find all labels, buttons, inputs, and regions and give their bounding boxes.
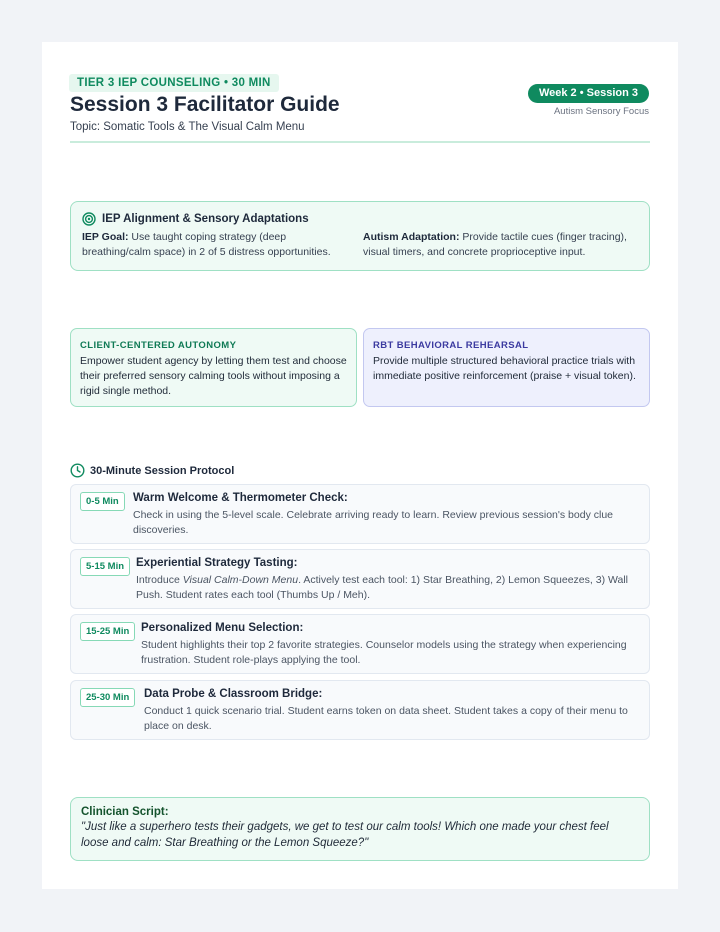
step-description-intro: Introduce — [136, 574, 183, 586]
time-badge: 0-5 Min — [80, 492, 125, 511]
step-title: Data Probe & Classroom Bridge: — [144, 688, 323, 700]
autism-adaptation-label: Autism Adaptation: — [363, 231, 460, 243]
step-description — [136, 573, 635, 603]
step-description-rest: . Actively test each tool: 1) Star Breathing, 2) Lemon Squeezes, 3) Wall Push. Student rates each tool (Thumbs Up / Meh). — [136, 574, 629, 601]
client-autonomy-card — [70, 328, 357, 407]
step-title: Warm Welcome & Thermometer Check: — [133, 492, 348, 504]
step-description: Student highlights their top 2 favorite strategies. Counselor models using the strategy when experiencing frustration. Student role-plays applying the tool. — [141, 639, 627, 666]
clock-icon — [70, 463, 85, 478]
page-title: Session 3 Facilitator Guide — [70, 93, 340, 116]
time-badge: 25-30 Min — [80, 688, 135, 707]
week-session-badge: Week 2 • Session 3 — [528, 84, 649, 103]
iep-heading: IEP Alignment & Sensory Adaptations — [102, 213, 309, 225]
session-tag: TIER 3 IEP COUNSELING • 30 MIN — [69, 74, 279, 92]
rbt-rehearsal-card — [363, 328, 650, 407]
protocol-step — [70, 680, 650, 740]
iep-goal-text: Use taught coping strategy (deep breathing/calm space) in 2 of 5 distress opportunities. — [82, 231, 331, 258]
time-badge: 5-15 Min — [80, 557, 130, 576]
protocol-heading: 30-Minute Session Protocol — [90, 465, 235, 477]
step-title: Experiential Strategy Tasting: — [136, 557, 298, 569]
iep-goal — [82, 230, 357, 260]
script-quote: "Just like a superhero tests their gadgets, we get to test our calm tools! Which one made your chest feel loose and calm: Star Breathing or the Lemon Squeeze?" — [81, 821, 609, 849]
time-badge: 15-25 Min — [80, 622, 135, 641]
topic-line: Topic: Somatic Tools & The Visual Calm Menu — [70, 121, 305, 133]
card-heading: CLIENT-CENTERED AUTONOMY — [80, 340, 237, 351]
step-title: Personalized Menu Selection: — [141, 622, 304, 634]
focus-label: Autism Sensory Focus — [553, 106, 649, 117]
script-heading: Clinician Script: — [81, 806, 169, 818]
clinician-script-box — [70, 797, 650, 861]
protocol-step — [70, 549, 650, 609]
iep-alignment-panel — [70, 201, 650, 271]
card-body: Empower student agency by letting them test and choose their preferred sensory calming tools without imposing a rigid single method. — [80, 355, 347, 397]
protocol-step — [70, 614, 650, 674]
autism-adaptation — [363, 230, 633, 260]
step-description: Check in using the 5-level scale. Celebrate arriving ready to learn. Review previous session's body clue discoveries. — [133, 509, 613, 536]
autism-adaptation-text: Provide tactile cues (finger tracing), visual timers, and concrete proprioceptive input. — [363, 231, 627, 258]
header-divider — [70, 141, 650, 143]
step-description: Conduct 1 quick scenario trial. Student earns token on data sheet. Student takes a copy of their menu to place on desk. — [144, 705, 628, 732]
target-icon — [82, 212, 96, 226]
calm-menu-term: Visual Calm-Down Menu — [182, 574, 299, 586]
card-body: Provide multiple structured behavioral practice trials with immediate positive reinforcement (praise + visual token). — [373, 355, 636, 382]
card-heading: RBT BEHAVIORAL REHEARSAL — [373, 340, 529, 351]
iep-goal-label: IEP Goal: — [82, 231, 129, 243]
protocol-step — [70, 484, 650, 544]
